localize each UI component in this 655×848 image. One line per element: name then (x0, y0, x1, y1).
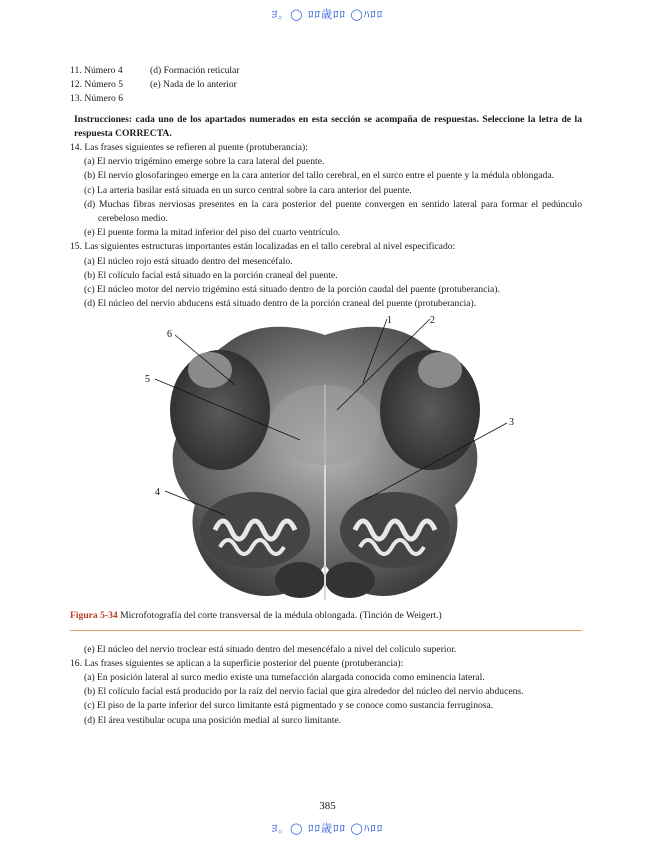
figure-label-4: 4 (155, 487, 160, 499)
question-stem: 16. Las frases siguientes se aplican a la superficie posterior del puente (protuberancia): (70, 657, 404, 669)
micrograph-figure (70, 315, 582, 605)
answer-option: (d) El área vestibular ocupa una posición medial al surco limitante. (84, 714, 342, 726)
answer-option: (b) El nervio glosofaríngeo emerge en la cara anterior del tallo cerebral, en el surco entre el puente y la médula oblongada. (84, 170, 554, 182)
figure-label-5: 5 (145, 374, 150, 386)
medulla-micrograph-image (125, 315, 525, 605)
answer-option: (a) El nervio trigémino emerge sobre la cara lateral del puente. (84, 156, 325, 168)
answer-option: (b) El colículo facial está producido por la raíz del nervio facial que gira alrededor del núcleo del nervio abducens. (84, 686, 524, 698)
list-item: 11. Número 4 (d) Formación reticular (70, 65, 240, 76)
caption-text: Microfotografía del corte transversal de la médula oblongada. (Tinción de Weigert.) (117, 610, 442, 622)
list-item: 13. Número 6 (70, 93, 124, 105)
answer-option: (c) El núcleo motor del nervio trigémino está situado dentro de la porción caudal del puente (protuberancia). (84, 284, 500, 296)
page-content (70, 64, 582, 728)
header-watermark: ﾖ。◯ ﾛﾛ歳ﾛﾛ ◯ﾊﾛﾛ (271, 8, 384, 21)
figure-label-3: 3 (509, 417, 514, 429)
figure-label-1: 1 (387, 315, 392, 327)
question-stem: 14. Las frases siguientes se refieren al puente (protuberancia): (70, 142, 308, 154)
answer-option: (a) El núcleo rojo está situado dentro del mesencéfalo. (84, 255, 293, 267)
answer-option: (a) En posición lateral al surco medio existe una tumefacción alargada conocida como eminencia lateral. (84, 672, 485, 684)
answer-option: (d) El núcleo del nervio abducens está situado dentro de la porción craneal del puente (protuberancia). (84, 298, 477, 310)
answer-option: (e) El núcleo del nervio troclear está situado dentro del mesencéfalo a nivel del colículo superior. (84, 643, 457, 655)
options-list (70, 64, 582, 107)
question-15 (70, 240, 582, 311)
figure-caption (70, 609, 582, 630)
answer-option: (e) El puente forma la mitad inferior del piso del cuarto ventrículo. (84, 227, 341, 239)
answer-option: (c) La arteria basilar está situada en un surco central sobre la cara anterior del puente. (84, 184, 412, 196)
question-15-continued (70, 643, 582, 657)
instructions: Instrucciones: cada uno de los apartados numerados en esta sección se acompaña de respuestas. Seleccione la letra de la respuesta CORRECTA. (74, 113, 582, 139)
figure-label-2: 2 (430, 315, 435, 327)
question-14 (70, 141, 582, 240)
list-item: 12. Número 5 (e) Nada de lo anterior (70, 79, 237, 91)
page-number: 385 (319, 800, 336, 812)
question-16 (70, 657, 582, 728)
figure-number: Figura 5-34 (70, 610, 118, 622)
answer-option: (d) Muchas fibras nerviosas presentes en la cara posterior del puente convergen en sentido lateral para formar el pedúnculo cerebeloso medio. (84, 198, 582, 225)
footer-watermark: ﾖ。◯ ﾛﾛ歳ﾛﾛ ◯ﾊﾛﾛ (271, 822, 384, 835)
figure-label-6: 6 (167, 329, 172, 341)
answer-option: (b) El colículo facial está situado en la porción craneal del puente. (84, 269, 338, 281)
question-stem: 15. Las siguientes estructuras importantes están localizadas en el tallo cerebral al nivel especificado: (70, 241, 456, 253)
answer-option: (c) El piso de la parte inferior del surco limitante está pigmentado y se conoce como sustancia ferruginosa. (84, 700, 494, 712)
